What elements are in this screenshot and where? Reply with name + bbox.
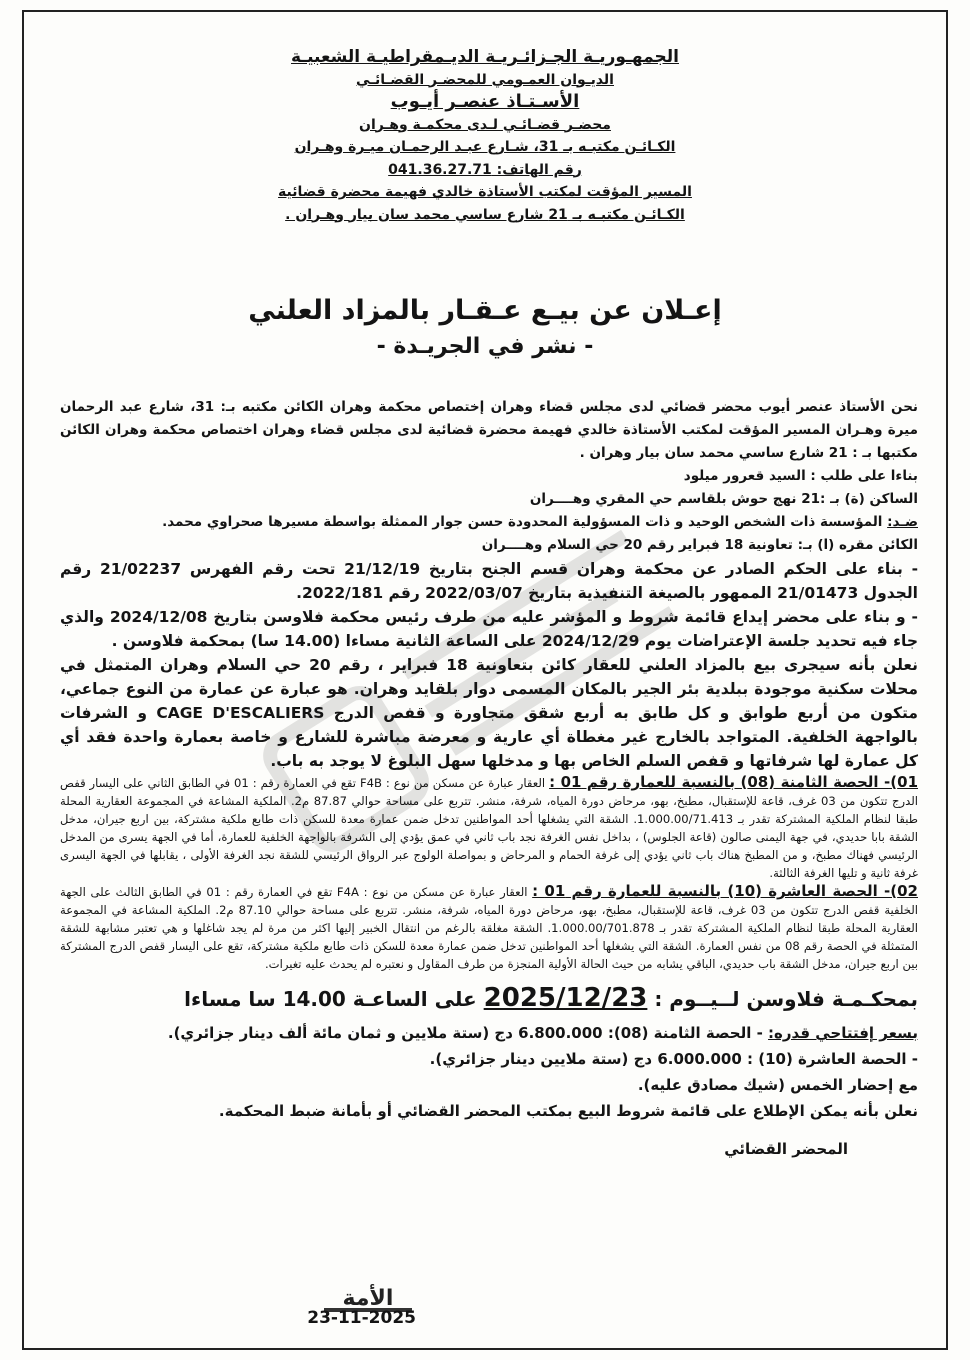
lot-08-heading: 01)- الحصة الثامنة (08) بالنسبة للعمارة رقم 01 : [549, 773, 919, 791]
against-label: ضـد: [887, 514, 918, 530]
lot-10-text: العقار عبارة عن مسكن من نوع : F4A تقع في العمارة رقم : 01 في الطابق الثالث على الجهة الخلفية قفص الدرج تتكون من 03 غرف، قاعة للإستقبال، مطبخ، بهو، مرحاض دورة المياه، شرفة، منشر. تتربع على مساحة حوالي 87.10 م2. الملكية المشاعة في المجموعة العقارية المحلة طبقا لنظام الملكية المشتركة تقدر بـ 1.000.00/701.878. الشقة مغلقة بالرغم من انتقال الخبير إليها اكثر من مرة لم يجد شاغلها و هي تعتبر مشابهة للشقة المتمثلة في الحصة رقم 08 من نفس العمارة. الشقة التي يشغلها أحد المواطنين تدخل ضمن عمارة معدة للسكن ذات طابع ملكية مشتركة، تقع على اليسار قفص الدرج المشتركة بين اربع جيران، مدخل الشقة باب حديدي، الباقي يشابه من حيث الحالة الأولية المنجزة من طرف المقاول و نعتبره لم يحدث عليه تغيرات. [60, 885, 918, 971]
interim-address: الكـائـن مكتبـه بـ 21 شارع ساسي محمد سان بيار وهـران . [285, 206, 685, 223]
bailiff-phone: رقم الهاتف: 041.36.27.71 [388, 161, 582, 178]
sale-prefix: بمحكـمـة فلاوسن لــيــوم : [647, 987, 918, 1011]
publication-date: 23-11-2025 [307, 1308, 416, 1328]
deposit-paragraph: - و بناء على محضر إيداع قائمة شروط و المؤشر عليه من طرف رئيس محكمة فلاوسن بتاريخ 2024/12/08 والذي جاء فيه تحديد جلسة الإعتراضات يوم 2024/12/29 على الساعة الثانية مساءا (14.00 سا) بمحكمة فلاوسن . [60, 608, 918, 650]
hq-line: الكائن مقره (ا) بـ: تعاونية 18 فبراير رقم 20 حي السلام وهــــران [481, 537, 918, 553]
price-lot-08: - الحصة الثامنة (08): 6.800.000 دج (ستة ملايين و ثمان مائة ألف دينار جزائري). [167, 1024, 769, 1042]
notice-body [60, 396, 918, 1162]
lot-08-paragraph [60, 773, 918, 882]
price-lot-10: - الحصة العاشرة (10) : 6.000.000 دج (ستة ملايين دينار جزائري). [429, 1050, 918, 1068]
bailiff-court: محضـر قضـائـي لـدى محكمـة وهـران [359, 116, 611, 133]
signature: المحضر القضائي [724, 1140, 848, 1158]
interim-manager: المسير المؤقت لمكتب الأستاذة خالدي فهيمة محضرة قضائية [278, 184, 692, 200]
request-line: بناءا على طلب : السيد قعرور ميلود [683, 468, 918, 484]
against-text: المؤسسة ذات الشخص الوحيد و ذات المسؤولية المحدودة حسن جوار الممثلة بواسطة مسيرها صحراوي محمد. [162, 514, 888, 530]
sale-suffix: على الساعـة 14.00 سا مساءا [184, 987, 484, 1011]
notice-subtitle: - نشر في الجريـدة - [376, 334, 594, 359]
republic-line: الجمهـوريـة الجـزائـريـة الديـمقراطيـة الشعبيـة [291, 47, 679, 67]
issuer-header [24, 46, 946, 226]
announce-paragraph: نعلن بأنه سيجرى بيع بالمزاد العلني للعقار كائن بتعاونية 18 فبراير ، رقم 20 حي السلام وهران المتمثل في محلات سكنية موجودة ببلدية بئر الجير بالمكان المسمى دوار بلقايد وهران. هو عبارة عن عمارة من النوع جماعي، متكون من أربع طوابق و كل طابق به أربع شقق متجاورة و قفص الدرج CAGE D'ESCALIERS و الشرفات بالواجهة الخلفية. المتواجد بالخارج غير مغطاة أي عارية و معرضة مباشرة للشارع و خاصة بعمارة واحدة فقد أي كل عمارة لها شرفاتها و قفص السلم الخاص بها و مدخلها سهل البلوغ لا يوجد به باب. [60, 656, 919, 770]
residence-line: الساكن (ة) بـ :21 نهج حوش بلقاسم حي المقري وهــــران [529, 491, 918, 507]
office-line: الديـوان العمـومي للمحضـر القضـائـي [356, 71, 614, 88]
sale-date-line [60, 981, 918, 1016]
lot-10-paragraph [60, 882, 918, 973]
bailiff-name: الأسـتـاذ عنصـر أيـوب [390, 91, 580, 112]
against-line [60, 511, 918, 534]
deposit-note: مع إحضار الخمس (شيك مصادق عليه). [637, 1076, 918, 1094]
lot-10-heading: 02)- الحصة العاشرة (10) بالنسبة للعمارة رقم 01 : [532, 882, 918, 900]
price-label: بسعر إفتتاحي قدره: [768, 1024, 918, 1042]
judgment-paragraph: - بناء على الحكم الصادر عن محكمة وهران قسم الجنح بتاريخ 21/12/19 تحت رقم الفهرس 21/02237 رقم الجدول 21/01473 الممهور بالصيغة التنفيذية بتاريخ 2022/03/07 رقم 2022/181. [60, 560, 919, 602]
price-line-1 [60, 1020, 918, 1046]
notice-frame [22, 10, 948, 1350]
notice-title: إعـلان عن بيـع عـقـار بالمزاد العلني [248, 295, 722, 326]
bailiff-address: الكـائـن مكتبـه بـ 31، شـارع عبـد الرحمـان ميـرة وهـران [294, 139, 676, 155]
sale-date: 2025/12/23 [483, 983, 648, 1013]
lot-08-text: العقار عبارة عن مسكن من نوع : F4B تقع في العمارة رقم : 01 في الطابق الثاني على اليسار قفص الدرج تتكون من 03 غرف، قاعة للإستقبال، مطبخ، بهو، مرحاض دورة المياه، شرفة، منشر. تتربع على مساحة حوالي 87.87 م2. الملكية المشاعة في المجموعة العقارية المحلة طبقا لنظام الملكية المشتركة تقدر بـ 1.000.00/71.413. الشقة التي يشغلها أحد المواطنين تدخل ضمن عمارة معدة للسكن ذات طابع ملكية مشتركة، بين اربع جيران، مدخل الشقة بابا حديدي، في جهة اليمنى صالون (قاعة الجلوس) ، بداخل نفس الغرفة نجد باب ثاني في عمق يؤدي إلى الشرفة بالواجهة الخلفية للعمارة، أما في الجهة يسرى من المدخل الرئيسي فهناك مطبخ، و من المطبخ هناك باب ثاني يؤدي إلى غرفة الحمام و المرحاض و بمواصلة الولوج عبر الرواق الرئيسي للشقة نجد الغرفة الأولى ، يقابلها في الجهة اليسرى غرفة ثانية و تليها الغرفة الثالثة. [60, 776, 918, 880]
inspect-note: نعلن بأنه يمكن الإطلاع على قائمة شروط البيع بمكتب المحضر القضائي أو بأمانة ضبط المحكمة. [218, 1102, 918, 1120]
logo-text: الأمة [342, 1286, 394, 1311]
intro-paragraph: نحن الأستاذ عنصر أيوب محضر قضائي لدى مجلس قضاء وهران إختصاص محكمة وهران الكائن مكتبه بـ: 31، شارع عبد الرحمان ميرة وهـران المسير المؤقت لمكتب الأستاذة خالدي فهيمة محضرة قضائية لدى مجلس قضاء وهران اختصاص محكمة وهران الكائن مكتبها بـ : 21 شارع ساسي محمد سان بيار وهران . [60, 399, 918, 461]
